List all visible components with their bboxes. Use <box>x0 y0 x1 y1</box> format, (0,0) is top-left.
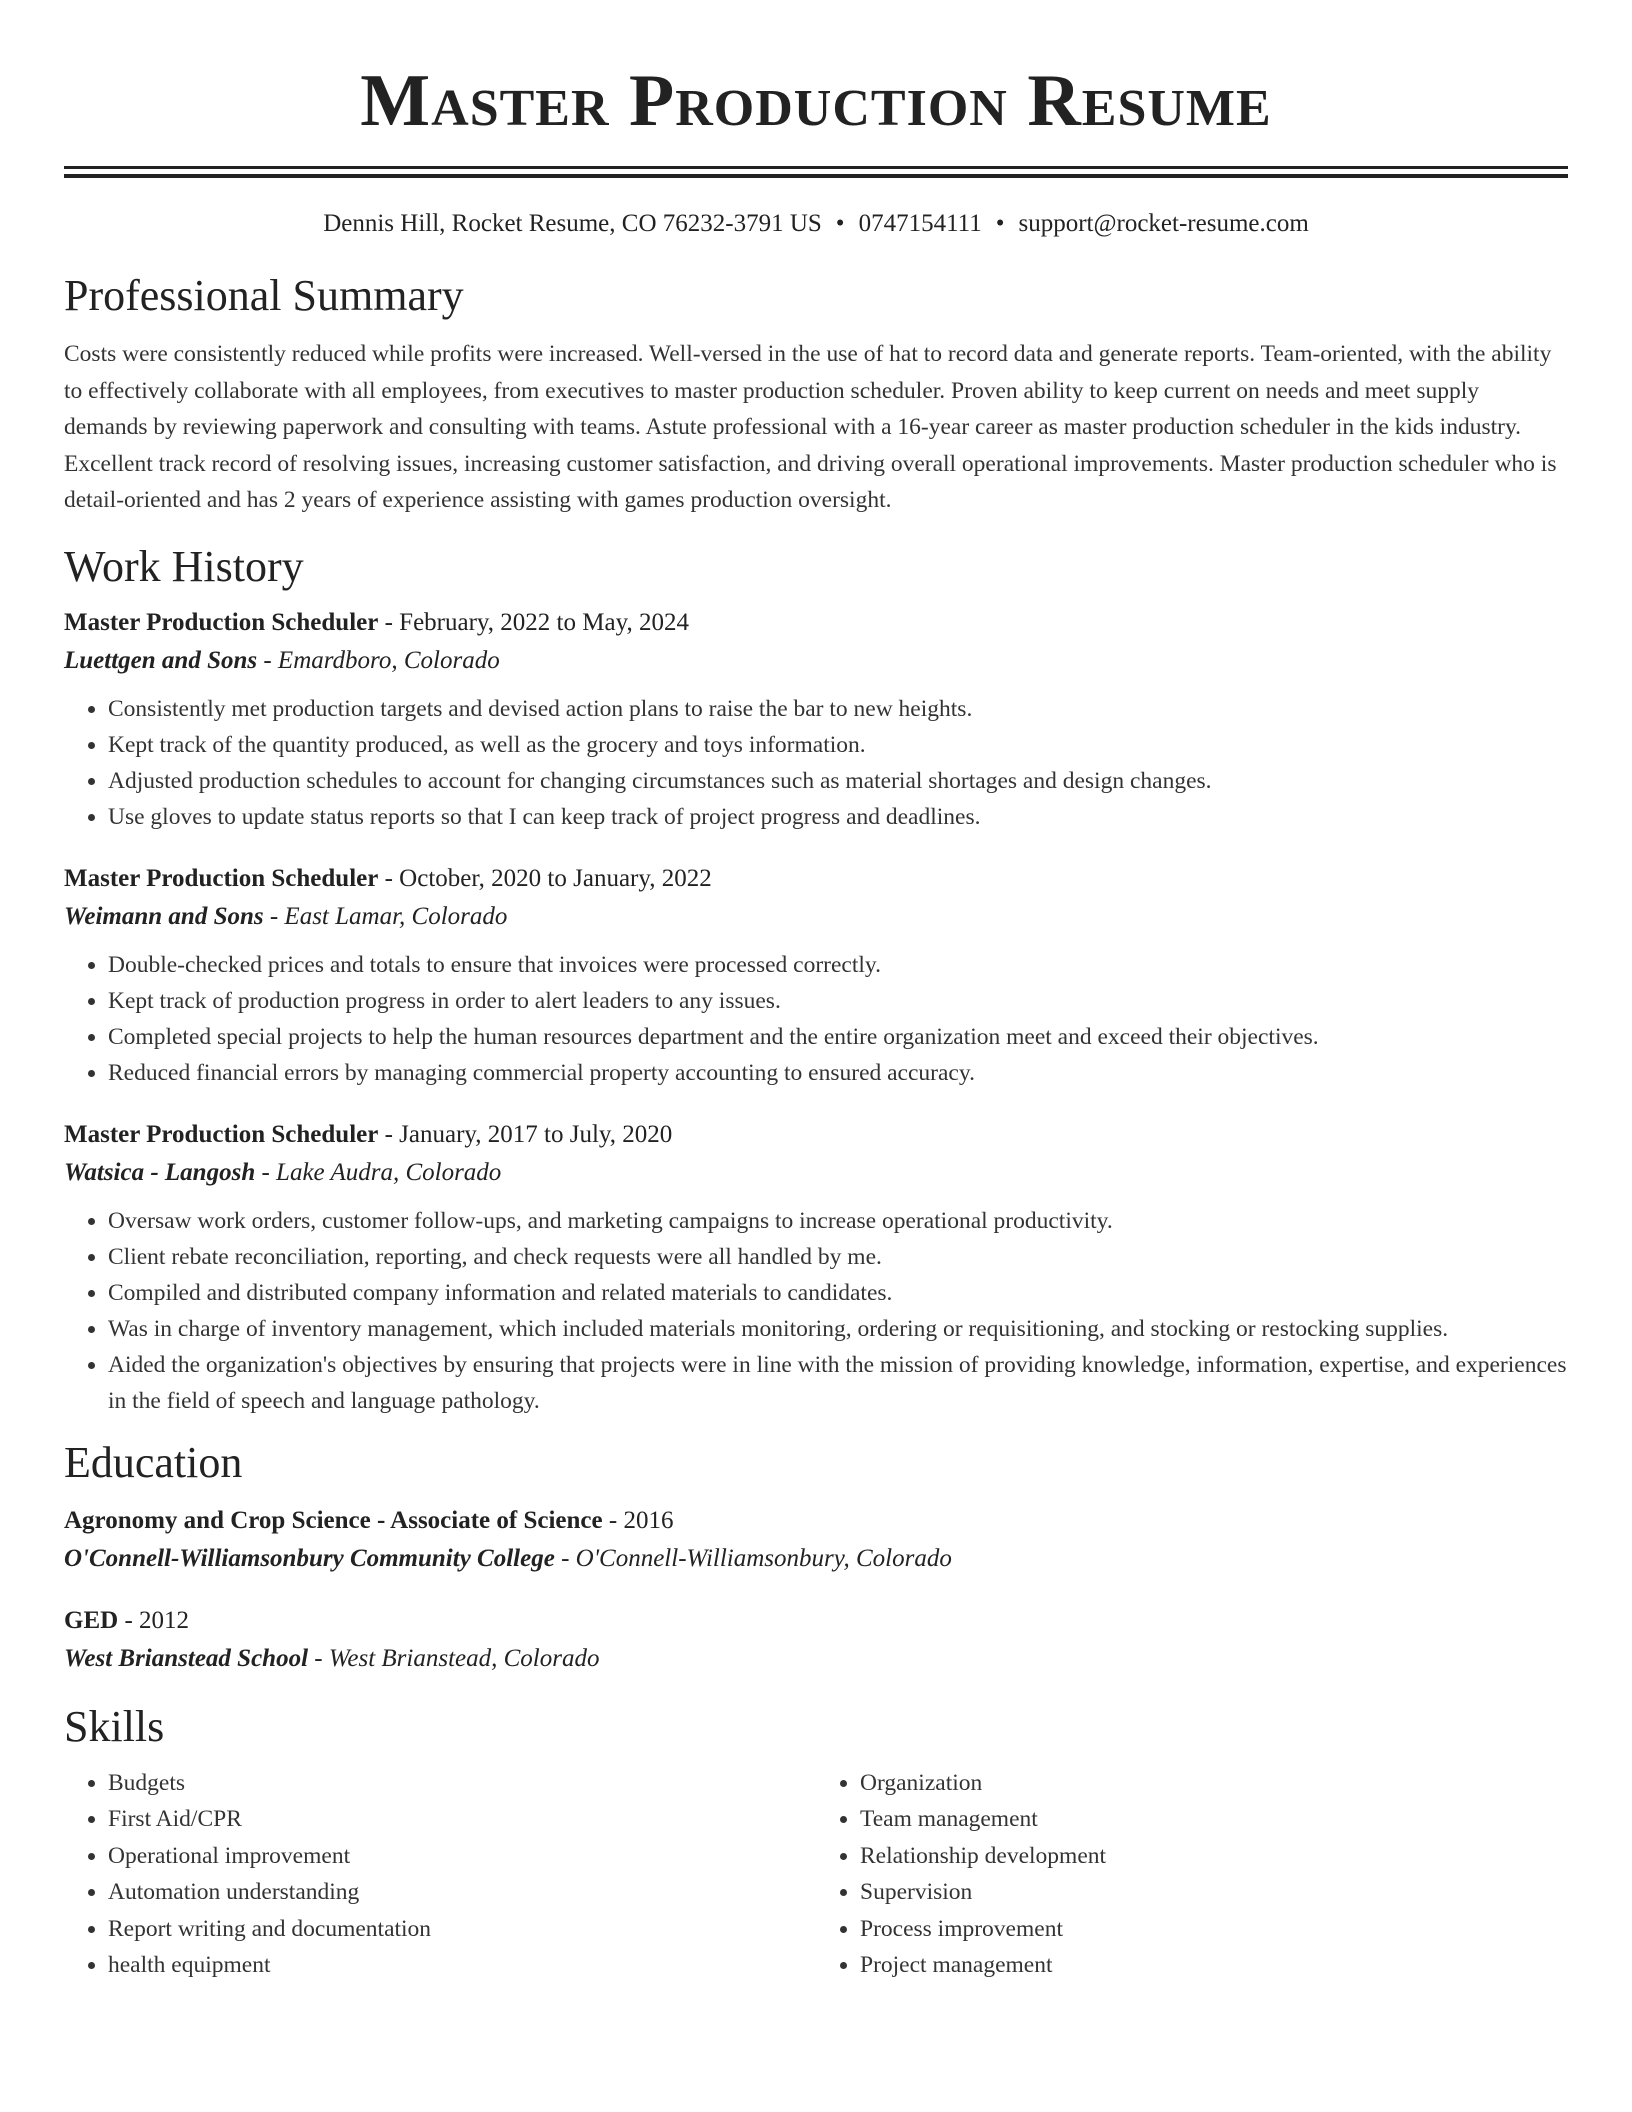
job-bullet: • Client rebate reconciliation, reporting, and check requests were all handled by me. <box>108 1239 1568 1275</box>
job-bullets <box>64 691 1568 835</box>
skill-item: • Process improvement <box>860 1911 1568 1948</box>
work-history-heading: Work History <box>64 541 304 591</box>
skills-column-left <box>64 1765 816 1984</box>
job-title: Master Production Scheduler <box>64 1120 379 1148</box>
skill-item: • Supervision <box>860 1874 1568 1911</box>
job-entry <box>64 1117 1568 1419</box>
education-degree: Agronomy and Crop Science - Associate of Science <box>64 1506 603 1534</box>
job-bullet: • Consistently met production targets and devised action plans to raise the bar to new heights. <box>108 691 1568 727</box>
skills-column-right <box>816 1765 1568 1984</box>
education-degree: GED <box>64 1606 119 1634</box>
job-title-line <box>64 861 1568 897</box>
job-title: Master Production Scheduler <box>64 608 379 636</box>
skill-item: • Budgets <box>108 1765 816 1802</box>
work-history-section <box>64 541 1568 1419</box>
education-year: - 2016 <box>602 1506 674 1534</box>
job-bullet: • Oversaw work orders, customer follow-ups, and marketing campaigns to increase operational productivity. <box>108 1203 1568 1239</box>
education-year: - 2012 <box>118 1606 190 1634</box>
job-bullet: • Aided the organization's objectives by ensuring that projects were in line with the mission of providing knowledge, information, expertise, and experiences in the field of speech and language pathology. <box>108 1347 1568 1419</box>
title-rule-bottom <box>64 174 1568 178</box>
job-title-line <box>64 1117 1568 1153</box>
job-dates: - October, 2020 to January, 2022 <box>378 864 712 892</box>
skill-item: • Project management <box>860 1947 1568 1984</box>
contact-separator: • <box>835 210 845 237</box>
education-location: - West Brianstead, Colorado <box>308 1644 600 1672</box>
job-dates: - January, 2017 to July, 2020 <box>378 1120 673 1148</box>
skill-item: • Relationship development <box>860 1838 1568 1875</box>
summary-text: Costs were consistently reduced while profits were increased. Well-versed in the use of hat to record data and generate reports. Team-oriented, with the ability to effectively collaborate with all employees, from executives to master production scheduler. Proven ability to keep current on needs and meet supply demands by reviewing paperwork and consulting with teams. Astute professional with a 16-year career as master production scheduler in the kids industry. Excellent track record of resolving issues, increasing customer satisfaction, and driving overall operational improvements. Master production scheduler who is detail-oriented and has 2 years of experience assisting with games production oversight. <box>64 341 1557 513</box>
job-bullet: • Compiled and distributed company information and related materials to candidates. <box>108 1275 1568 1311</box>
job-entry <box>64 605 1568 835</box>
job-title: Master Production Scheduler <box>64 864 379 892</box>
job-dates: - February, 2022 to May, 2024 <box>378 608 689 636</box>
job-bullet: • Reduced financial errors by managing commercial property accounting to ensured accuracy. <box>108 1055 1568 1091</box>
skill-item: • Operational improvement <box>108 1838 816 1875</box>
skills-heading: Skills <box>64 1701 165 1751</box>
skill-item: • First Aid/CPR <box>108 1801 816 1838</box>
contact-line <box>64 208 1568 240</box>
summary-section <box>64 270 1568 519</box>
education-school-line <box>64 1639 1568 1679</box>
job-company: Watsica - Langosh <box>64 1158 256 1186</box>
education-section <box>64 1437 1568 1679</box>
contact-phone: 0747154111 <box>858 210 982 237</box>
job-entry <box>64 861 1568 1091</box>
contact-email: support@rocket-resume.com <box>1018 210 1309 237</box>
contact-address: Dennis Hill, Rocket Resume, CO 76232-3791 US <box>323 210 822 237</box>
job-location: - Lake Audra, Colorado <box>255 1158 502 1186</box>
job-bullets <box>64 1203 1568 1419</box>
education-entry <box>64 1603 1568 1679</box>
summary-heading: Professional Summary <box>64 271 464 320</box>
contact-separator: • <box>995 210 1005 237</box>
education-degree-line <box>64 1603 1568 1639</box>
job-bullet: • Was in charge of inventory management, which included materials monitoring, ordering or requisitioning, and stocking or restocking supplies. <box>108 1311 1568 1347</box>
resume-title: Master Production Resume <box>360 60 1272 142</box>
education-school: West Brianstead School <box>64 1644 309 1672</box>
education-school: O'Connell-Williamsonbury Community College <box>64 1544 555 1572</box>
skill-item: • Report writing and documentation <box>108 1911 816 1948</box>
skills-section <box>64 1701 1568 1984</box>
job-title-line <box>64 605 1568 641</box>
skill-item: • health equipment <box>108 1947 816 1984</box>
job-company: Weimann and Sons <box>64 902 264 930</box>
job-bullet: • Use gloves to update status reports so that I can keep track of project progress and deadlines. <box>108 799 1568 835</box>
job-bullet: • Double-checked prices and totals to ensure that invoices were processed correctly. <box>108 947 1568 983</box>
education-degree-line <box>64 1503 1568 1539</box>
job-bullet: • Adjusted production schedules to account for changing circumstances such as material shortages and design changes. <box>108 763 1568 799</box>
job-location: - East Lamar, Colorado <box>263 902 508 930</box>
job-company-line <box>64 1153 1568 1193</box>
education-location: - O'Connell-Williamsonbury, Colorado <box>554 1544 952 1572</box>
education-entry <box>64 1503 1568 1579</box>
skill-item: • Automation understanding <box>108 1874 816 1911</box>
job-bullet: • Kept track of the quantity produced, as well as the grocery and toys information. <box>108 727 1568 763</box>
skills-grid <box>64 1765 1568 1984</box>
title-rule-top <box>64 166 1568 169</box>
job-bullet: • Completed special projects to help the human resources department and the entire organization meet and exceed their objectives. <box>108 1019 1568 1055</box>
job-location: - Emardboro, Colorado <box>257 646 500 674</box>
job-bullets <box>64 947 1568 1091</box>
skill-item: • Organization <box>860 1765 1568 1802</box>
skill-item: • Team management <box>860 1801 1568 1838</box>
education-school-line <box>64 1539 1568 1579</box>
job-company-line <box>64 641 1568 681</box>
job-company-line <box>64 897 1568 937</box>
education-heading: Education <box>64 1437 243 1487</box>
job-bullet: • Kept track of production progress in order to alert leaders to any issues. <box>108 983 1568 1019</box>
job-company: Luettgen and Sons <box>64 646 258 674</box>
